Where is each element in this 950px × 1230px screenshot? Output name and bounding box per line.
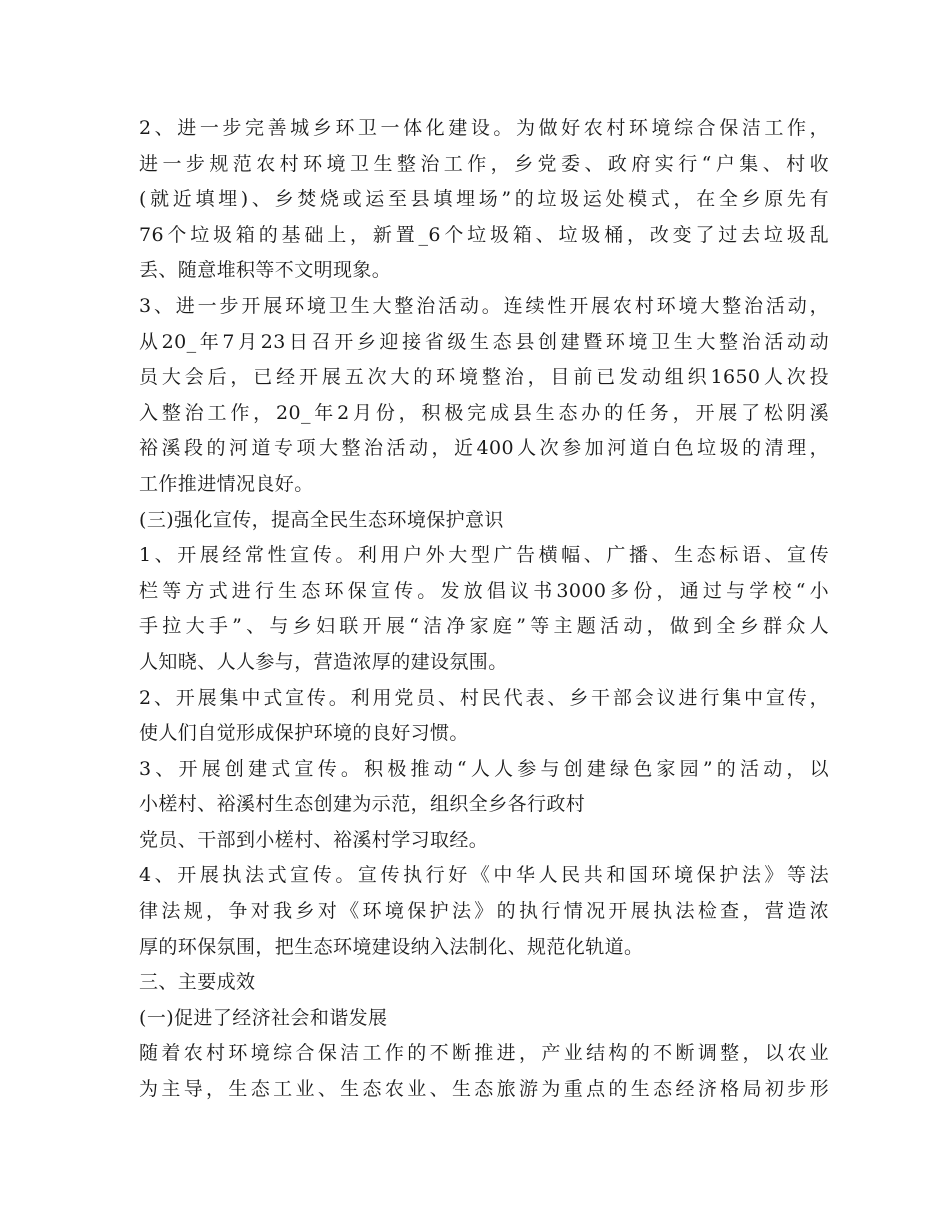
paragraph-line: 使人们自觉形成保护环境的良好习惯。 <box>139 722 469 745</box>
paragraph-line: 丢、随意堆积等不文明现象。 <box>139 259 392 282</box>
section-heading: (三)强化宣传，提高全民生态环境保护意识 <box>139 508 504 531</box>
paragraph-line: 律法规，争对我乡对《环境保护法》的执行情况开展执法检查，营造浓 <box>139 900 829 923</box>
paragraph-line: 1、开展经常性宣传。利用户外大型广告横幅、广播、生态标语、宣传 <box>139 544 829 567</box>
paragraph-line: 随着农村环境综合保洁工作的不断推进，产业结构的不断调整，以农业 <box>139 1042 829 1065</box>
paragraph-line: 人知晓、人人参与，营造浓厚的建设氛围。 <box>139 650 508 673</box>
paragraph-line: 76个垃圾箱的基础上，新置_6个垃圾箱、垃圾桶，改变了过去垃圾乱 <box>139 223 829 246</box>
subsection-heading: (一)促进了经济社会和谐发展 <box>139 1006 388 1029</box>
paragraph-line: 厚的环保氛围，把生态环境建设纳入法制化、规范化轨道。 <box>139 935 644 958</box>
paragraph-line: 裕溪段的河道专项大整治活动，近400人次参加河道白色垃圾的清理， <box>139 437 829 460</box>
paragraph-line: 小槎村、裕溪村生态创建为示范，组织全乡各行政村 <box>139 793 586 816</box>
paragraph-line: 栏等方式进行生态环保宣传。发放倡议书3000多份，通过与学校“小 <box>139 579 829 602</box>
paragraph-line: 员大会后，已经开展五次大的环境整治，目前已发动组织1650人次投 <box>139 366 829 389</box>
paragraph-line: 党员、干部到小槎村、裕溪村学习取经。 <box>139 828 489 851</box>
paragraph-line: 手拉大手”、与乡妇联开展“洁净家庭”等主题活动，做到全乡群众人 <box>139 615 829 638</box>
document-body <box>139 111 829 1108</box>
paragraph-line: 从20_年7月23日召开乡迎接省级生态县创建暨环境卫生大整治活动动 <box>139 330 829 353</box>
paragraph-line: 为主导，生态工业、生态农业、生态旅游为重点的生态经济格局初步形 <box>139 1078 829 1101</box>
paragraph-line: 2、开展集中式宣传。利用党员、村民代表、乡干部会议进行集中宣传， <box>139 686 829 709</box>
paragraph-line: 3、开展创建式宣传。积极推动“人人参与创建绿色家园”的活动，以 <box>139 757 829 780</box>
paragraph-line: 入整治工作，20_年2月份，积极完成县生态办的任务，开展了松阴溪 <box>139 401 829 424</box>
paragraph-line: 3、进一步开展环境卫生大整治活动。连续性开展农村环境大整治活动， <box>139 294 829 317</box>
paragraph-line: 工作推进情况良好。 <box>139 472 314 495</box>
paragraph-line: 4、开展执法式宣传。宣传执行好《中华人民共和国环境保护法》等法 <box>139 864 829 887</box>
paragraph-line: 进一步规范农村环境卫生整治工作，乡党委、政府实行“户集、村收 <box>139 152 829 175</box>
section-heading: 三、主要成效 <box>139 971 256 994</box>
paragraph-line: 2、进一步完善城乡环卫一体化建设。为做好农村环境综合保洁工作， <box>139 117 829 139</box>
paragraph-line: (就近填埋)、乡焚烧或运至县填埋场”的垃圾运处模式，在全乡原先有 <box>139 188 829 211</box>
